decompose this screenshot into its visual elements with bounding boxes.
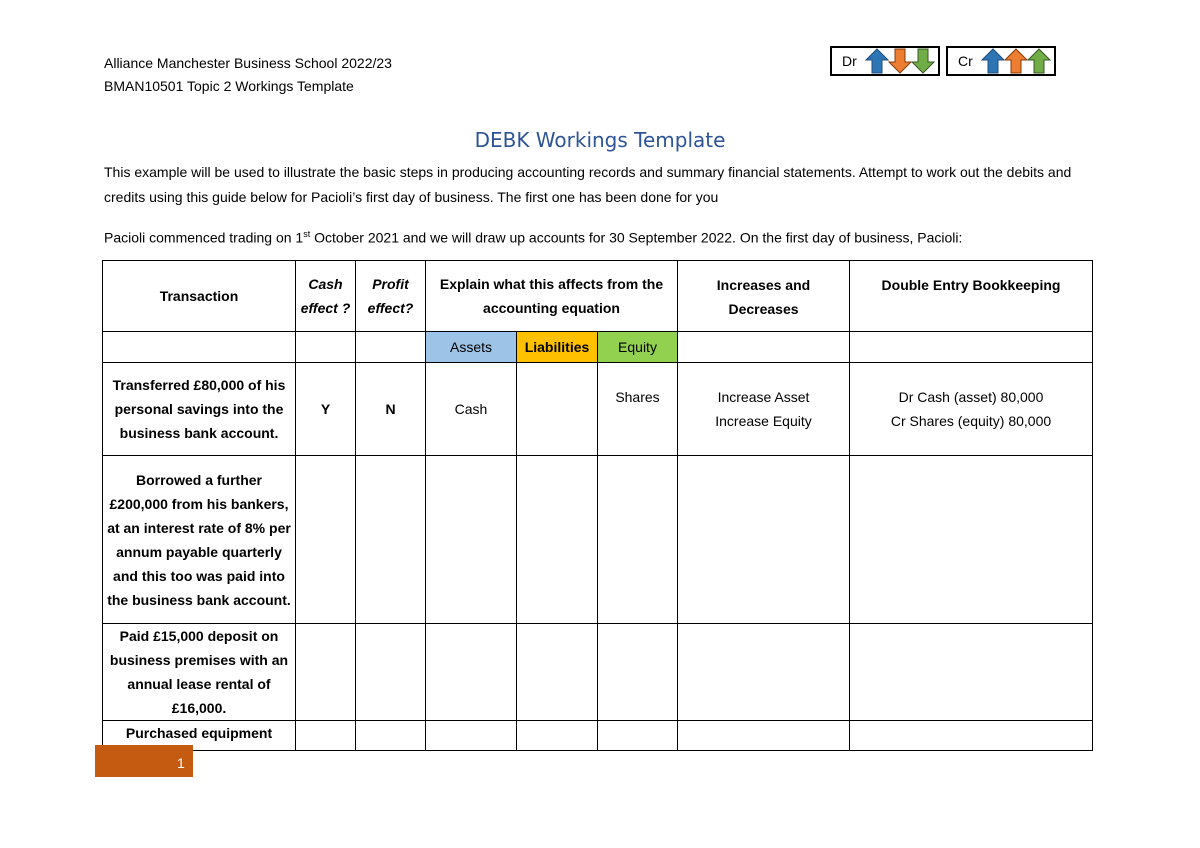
debit-legend (830, 46, 940, 76)
document-header (104, 52, 392, 98)
table-row (103, 363, 1093, 456)
credit-label: Cr (958, 53, 973, 69)
header-school: Alliance Manchester Business School 2022/23 (104, 55, 392, 71)
page-number: 1 (177, 755, 185, 771)
page-title: DEBK Workings Template (474, 128, 726, 152)
liabilities-cell (517, 363, 598, 456)
table-row (103, 456, 1093, 624)
equity-cell: Shares (598, 363, 678, 456)
header-transaction: Transaction (103, 261, 296, 332)
subheader-equity: Equity (598, 332, 678, 363)
increases-decreases-cell: Increase Asset Increase Equity (678, 363, 850, 456)
header-double-entry: Double Entry Bookkeeping (850, 261, 1093, 332)
workings-table (102, 260, 1093, 751)
header-profit-effect: Profit effect? (356, 261, 426, 332)
credit-arrows-icon (981, 48, 1051, 74)
header-increases-decreases: Increases and Decreases (678, 261, 850, 332)
header-row (103, 261, 1093, 332)
subheader-assets: Assets (426, 332, 517, 363)
assets-cell: Cash (426, 363, 517, 456)
credit-legend (946, 46, 1056, 76)
page-number-badge (95, 745, 193, 777)
subheader-liabilities: Liabilities (517, 332, 598, 363)
table-row (103, 721, 1093, 751)
header-course: BMAN10501 Topic 2 Workings Template (104, 78, 354, 94)
transaction-cell: Purchased equipment (103, 721, 296, 751)
header-cash-effect: Cash effect ? (296, 261, 356, 332)
double-entry-cell: Dr Cash (asset) 80,000 Cr Shares (equity) 80,000 (850, 363, 1093, 456)
subheader-row (103, 332, 1093, 363)
debit-arrows-icon (865, 48, 935, 74)
debit-label: Dr (842, 53, 857, 69)
transaction-cell: Paid £15,000 deposit on business premises with an annual lease rental of £16,000. (103, 624, 296, 721)
table-row (103, 624, 1093, 721)
transaction-cell: Borrowed a further £200,000 from his bankers, at an interest rate of 8% per annum payable quarterly and this too was paid into the business bank account. (103, 456, 296, 624)
header-explain: Explain what this affects from the accounting equation (426, 261, 678, 332)
profit-effect-cell: N (356, 363, 426, 456)
intro-paragraph: This example will be used to illustrate the basic steps in producing accounting records and summary financial statements. Attempt to work out the debits and credits using this guide below for Pacioli’s first day of business. The first one has been done for you (104, 164, 1072, 205)
transaction-cell: Transferred £80,000 of his personal savings into the business bank account. (103, 363, 296, 456)
context-paragraph: Pacioli commenced trading on 1st October 2021 and we will draw up accounts for 30 September 2022. On the first day of business, Pacioli: (104, 229, 963, 246)
cash-effect-cell: Y (296, 363, 356, 456)
